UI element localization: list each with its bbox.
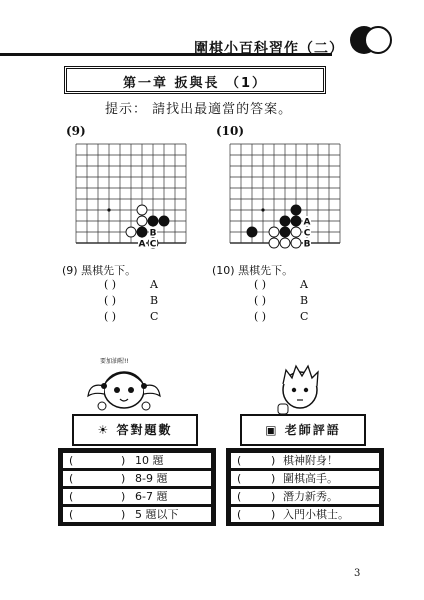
problem-9-option-a[interactable] [104, 278, 158, 291]
go-board-problem-9 [72, 140, 190, 250]
problem-9-option-b[interactable] [104, 294, 158, 307]
star-point [261, 208, 264, 211]
black-stone [137, 227, 147, 237]
left-paren: ( [237, 508, 242, 521]
black-stone [291, 205, 301, 215]
left-paren: ( [237, 472, 242, 485]
white-stone [126, 227, 136, 237]
hint-text: 提示： 請找出最適當的答案。 [105, 102, 293, 117]
score-row-2[interactable] [63, 471, 211, 486]
chapter-title: 第一章 扳與長 （1） [122, 76, 268, 91]
comment-row-3[interactable] [231, 489, 379, 504]
problem-10-option-a[interactable] [254, 278, 308, 291]
score-row-text: 10 題 [135, 454, 164, 467]
answer-paren: ( ) [104, 278, 117, 291]
score-row-4[interactable] [63, 507, 211, 522]
star-point [107, 208, 110, 211]
white-stone [269, 227, 279, 237]
sun-icon: ☀ [97, 423, 111, 437]
white-stone [137, 205, 147, 215]
left-paren: ( [69, 508, 74, 521]
option-label: B [150, 294, 159, 307]
score-row-text: 5 題以下 [135, 508, 179, 521]
score-panel-body [58, 448, 216, 526]
go-board-problem-10 [226, 140, 344, 250]
score-panel-title: 答對題數 [116, 423, 173, 437]
option-label: B [300, 294, 309, 307]
right-paren: ) [271, 472, 276, 485]
board-mark-label: B [149, 228, 157, 239]
girl-character-illustration [84, 356, 164, 416]
comment-row-text: 棋神附身！ [283, 454, 338, 467]
problem-10-option-b[interactable] [254, 294, 308, 307]
left-paren: ( [237, 454, 242, 467]
go-board-svg [226, 140, 344, 250]
problem-9-number: (9) [66, 124, 86, 138]
black-stone [159, 216, 169, 226]
problem-10-option-c[interactable] [254, 310, 308, 323]
answer-paren: ( ) [254, 278, 267, 291]
right-paren: ) [121, 472, 126, 485]
chapter-title-box [64, 66, 326, 94]
answer-paren: ( ) [104, 294, 117, 307]
right-paren: ) [271, 490, 276, 503]
board-mark-label: A [303, 217, 311, 228]
cheer-speech-text: 要加油喔!! [100, 358, 129, 365]
comment-row-text: 潛力新秀。 [283, 490, 338, 503]
score-row-text: 6-7 題 [135, 490, 168, 503]
board-mark-label: A [138, 239, 146, 250]
white-stone [137, 216, 147, 226]
comment-row-text: 入門小棋士。 [283, 508, 349, 521]
black-stone [280, 227, 290, 237]
answer-paren: ( ) [104, 310, 117, 323]
option-label: C [300, 310, 309, 323]
right-paren: ) [121, 490, 126, 503]
score-panel-header [72, 414, 198, 446]
header-rule [0, 53, 332, 56]
boy-character-illustration [270, 360, 330, 416]
score-row-3[interactable] [63, 489, 211, 504]
right-paren: ) [121, 508, 126, 521]
page-number: 3 [354, 568, 361, 579]
teacher-comment-panel [226, 414, 384, 526]
comment-row-1[interactable] [231, 453, 379, 468]
option-label: A [150, 278, 158, 291]
board-mark-label: C [149, 239, 157, 250]
comment-panel-header [240, 414, 366, 446]
comment-row-text: 圍棋高手。 [283, 472, 338, 485]
option-label: A [300, 278, 308, 291]
right-paren: ) [271, 454, 276, 467]
left-paren: ( [69, 472, 74, 485]
left-paren: ( [237, 490, 242, 503]
left-paren: ( [69, 454, 74, 467]
moon-phases-icon [350, 24, 392, 56]
problem-9-option-c[interactable] [104, 310, 158, 323]
problem-10-question: (10) 黑棋先下。 [212, 264, 294, 277]
black-stone [247, 227, 257, 237]
black-stone [280, 216, 290, 226]
right-paren: ) [121, 454, 126, 467]
score-row-text: 8-9 題 [135, 472, 168, 485]
white-stone [269, 238, 279, 248]
comment-panel-title: 老師評語 [284, 423, 341, 437]
answer-paren: ( ) [254, 310, 267, 323]
white-stone [291, 227, 301, 237]
black-stone [148, 216, 158, 226]
problem-10-number: (10) [216, 124, 245, 138]
comment-row-2[interactable] [231, 471, 379, 486]
score-panel [58, 414, 216, 526]
gift-icon: ▣ [265, 423, 279, 437]
left-paren: ( [69, 490, 74, 503]
page-header-title: 圍棋小百科習作（二） [194, 41, 344, 57]
go-board-svg [72, 140, 190, 250]
comment-panel-body [226, 448, 384, 526]
comment-row-4[interactable] [231, 507, 379, 522]
board-mark-label: B [303, 239, 311, 250]
option-label: C [150, 310, 159, 323]
black-stone [291, 216, 301, 226]
board-mark-label: C [303, 228, 311, 239]
right-paren: ) [271, 508, 276, 521]
score-row-1[interactable] [63, 453, 211, 468]
white-stone [291, 238, 301, 248]
white-stone [280, 238, 290, 248]
answer-paren: ( ) [254, 294, 267, 307]
problem-9-question: (9) 黑棋先下。 [62, 264, 137, 277]
